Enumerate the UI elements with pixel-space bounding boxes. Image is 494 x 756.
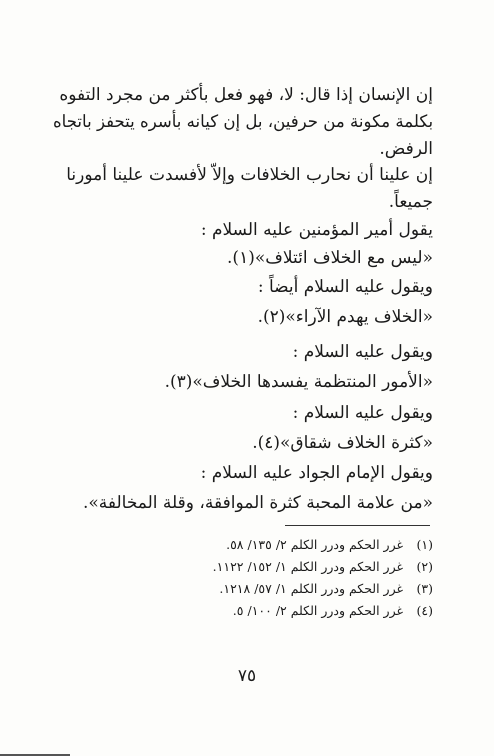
footnote-text: غرر الحكم ودرر الكلم ١/ ١٥٢/ ١١٢٢. — [212, 559, 404, 574]
footnote-text: غرر الحكم ودرر الكلم ٢/ ١٠٠/ ٥. — [232, 603, 404, 618]
quote-3: «الأمور المنتظمة يفسدها الخلاف»(٣). — [164, 372, 433, 392]
quote-intro-5: ويقول الإمام الجواد عليه السلام : — [200, 463, 433, 483]
footnote-number: (٢) — [416, 559, 433, 574]
footnote-text: غرر الحكم ودرر الكلم ٢/ ١٣٥/ ٥٨. — [226, 537, 404, 552]
footnote-number: (٤) — [416, 603, 433, 618]
footnote-2 — [213, 557, 433, 577]
quote-intro-3: ويقول عليه السلام : — [292, 342, 433, 362]
quote-2: «الخلاف يهدم الآراء»(٢). — [257, 307, 433, 327]
paragraph-2-line-2: جميعاً. — [388, 192, 433, 212]
footnote-3 — [219, 579, 433, 599]
footnote-4 — [233, 601, 433, 621]
footnote-divider — [285, 525, 430, 526]
footnote-1 — [226, 535, 433, 555]
quote-5: «من علامة المحبة كثرة الموافقة، وقلة المخالفة». — [82, 493, 433, 513]
footnote-text: غرر الحكم ودرر الكلم ١/ ٥٧/ ١٢١٨. — [219, 581, 404, 596]
page-number: ٧٥ — [237, 666, 257, 686]
footnote-number: (١) — [416, 537, 433, 552]
paragraph-1-line-2: بكلمة مكونة من حرفين، بل إن كيانه بأسره يتحفز باتجاه — [52, 112, 433, 132]
paragraph-2-line-1: إن علينا أن نحارب الخلافات وإلاّ لأفسدت علينا أمورنا — [66, 165, 433, 185]
paragraph-1-line-1: إن الإنسان إذا قال: لا، فهو فعل بأكثر من مجرد التفوه — [59, 85, 433, 105]
quote-4: «كثرة الخلاف شقاق»(٤). — [252, 433, 433, 453]
quote-intro-2: ويقول عليه السلام أيضاً : — [257, 277, 433, 297]
footnote-number: (٣) — [416, 581, 433, 596]
quote-intro-1: يقول أمير المؤمنين عليه السلام : — [200, 220, 433, 240]
paragraph-1-line-3: الرفض. — [379, 139, 433, 159]
quote-1: «ليس مع الخلاف ائتلاف»(١). — [227, 248, 433, 268]
quote-intro-4: ويقول عليه السلام : — [292, 403, 433, 423]
